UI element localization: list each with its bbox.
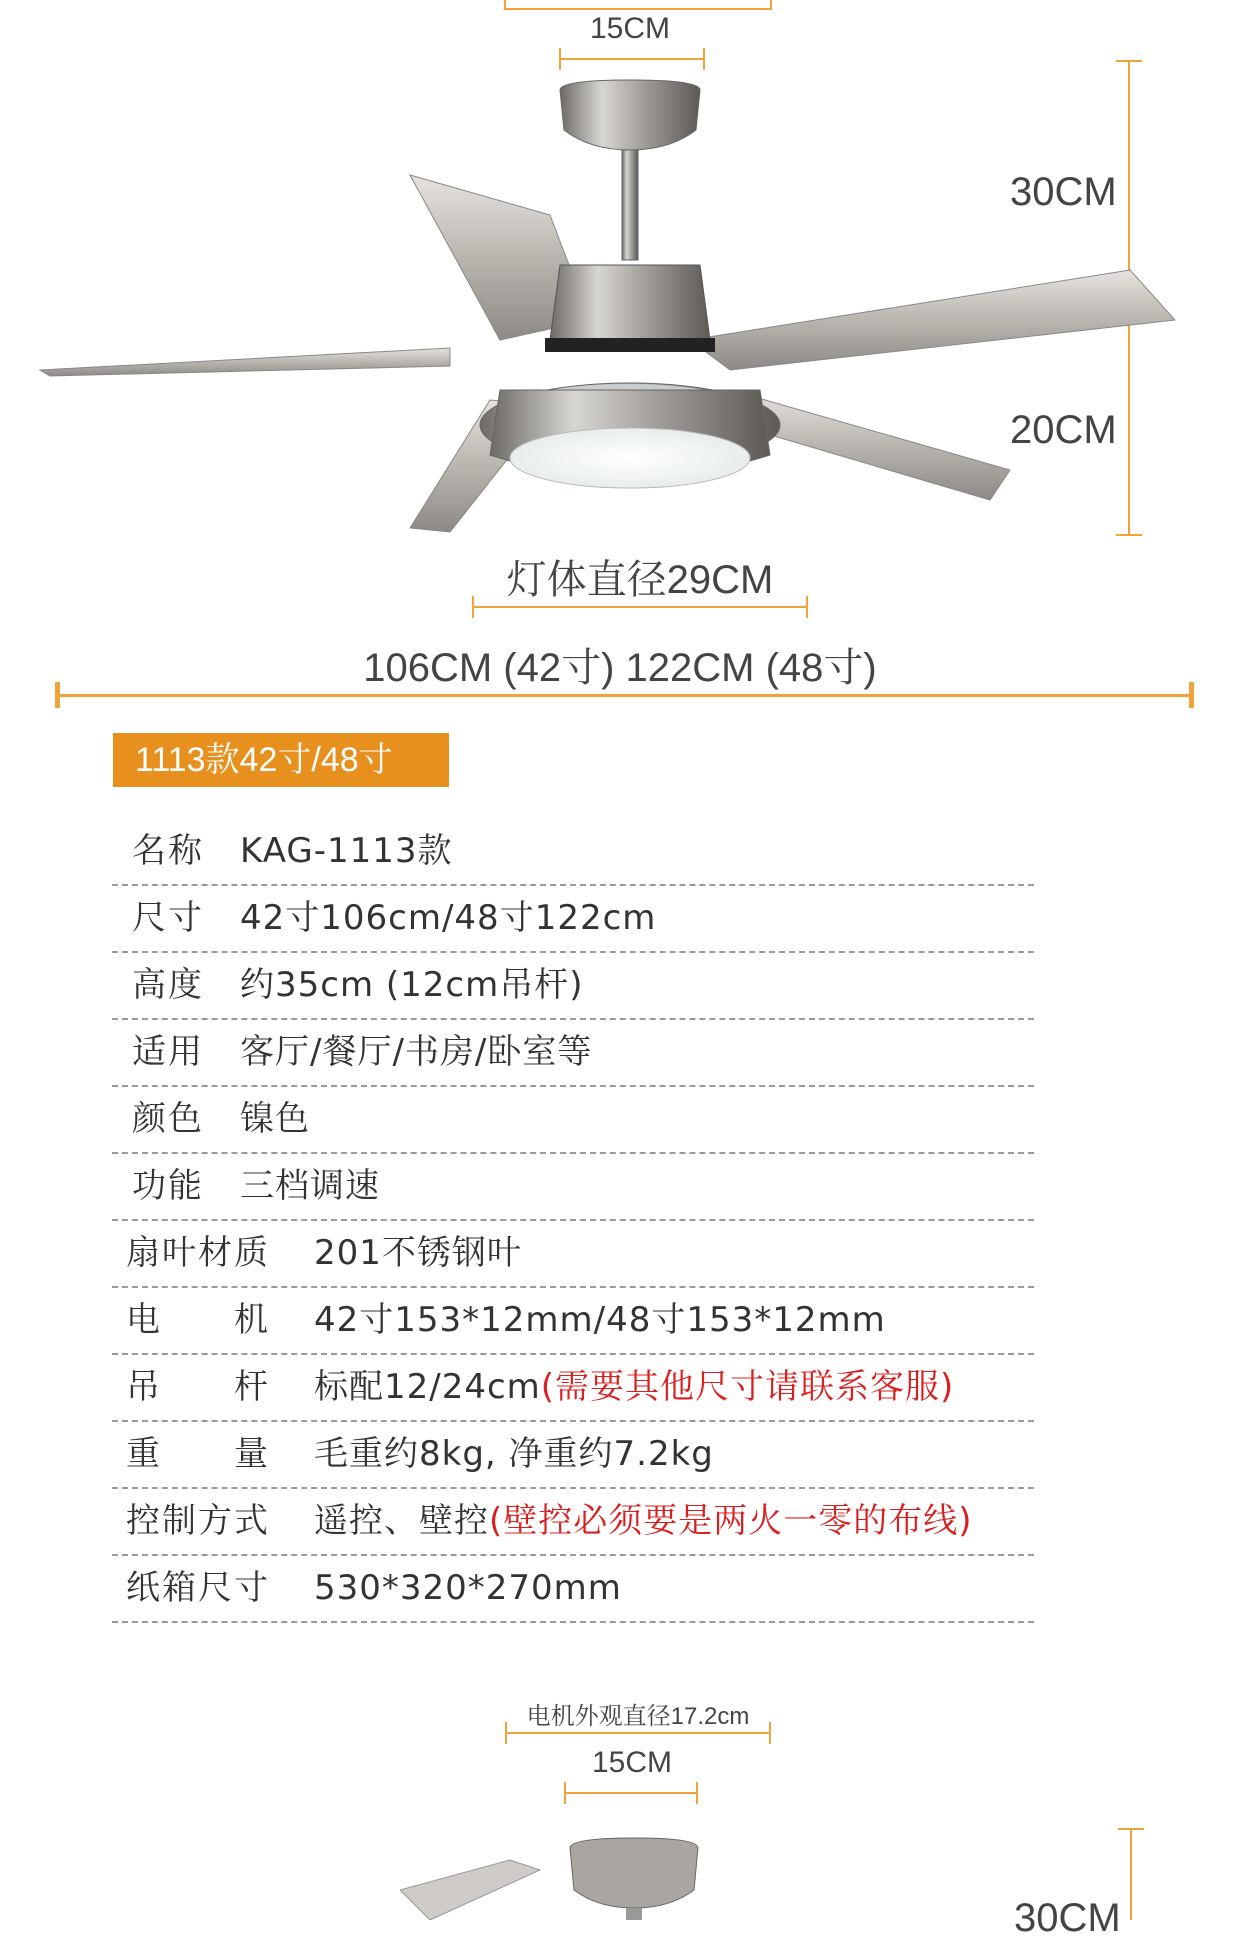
lamp-diameter-tick-right — [806, 596, 808, 618]
fan-span-tick-right — [1189, 682, 1194, 708]
canopy-width-line-2 — [564, 1792, 698, 1794]
ceiling-fan-illustration — [30, 70, 1190, 540]
model-badge: 1113款42寸/48寸 — [113, 733, 449, 787]
fan-span-line — [56, 694, 1192, 697]
spec-row — [112, 1557, 1034, 1624]
height-upper-label-2: 30CM — [1014, 1896, 1121, 1940]
top-edge-line — [504, 8, 772, 10]
row-divider — [112, 1085, 1034, 1087]
canopy-2 — [570, 1838, 698, 1908]
spec-row — [112, 954, 1034, 1021]
motor-diameter-tick-left — [505, 1722, 507, 1744]
spec-label: 电 机 — [126, 1300, 270, 1340]
canopy — [560, 80, 700, 150]
height-upper-label: 30CM — [1010, 170, 1117, 214]
motor-diameter-tick-right — [769, 1722, 771, 1744]
spec-value: 毛重约8kg, 净重约7.2kg — [314, 1434, 714, 1474]
spec-value-group — [314, 1557, 622, 1619]
spec-row — [112, 1289, 1034, 1356]
canopy-width-tick-right-2 — [696, 1782, 698, 1804]
spec-row — [112, 1088, 1034, 1155]
motor-band — [545, 338, 715, 352]
row-divider — [112, 1018, 1034, 1020]
lamp-diameter-tick-left — [472, 596, 474, 618]
spec-row — [112, 1222, 1034, 1289]
height-lower-label: 20CM — [1010, 408, 1117, 452]
spec-label: 扇叶材质 — [126, 1233, 270, 1273]
canopy-width-label: 15CM — [589, 12, 671, 45]
spec-row — [112, 820, 1034, 887]
motor-housing — [550, 265, 710, 340]
spec-value-group — [240, 1155, 380, 1217]
row-divider — [112, 1420, 1034, 1422]
spec-row — [112, 1356, 1034, 1423]
spec-value: 201不锈钢叶 — [314, 1233, 522, 1273]
ceiling-fan-illustration-2 — [400, 1830, 820, 1920]
spec-value: 遥控、壁控 — [314, 1501, 489, 1541]
row-divider — [112, 1219, 1034, 1221]
spec-value: 客厅/餐厅/书房/卧室等 — [240, 1032, 593, 1072]
spec-label: 重 量 — [126, 1434, 270, 1474]
top-edge-tick-right — [770, 0, 772, 10]
row-divider — [112, 1621, 1034, 1623]
spec-value: 标配12/24cm — [314, 1367, 541, 1407]
spec-value-group — [314, 1490, 973, 1552]
row-divider — [112, 1554, 1034, 1556]
light-diffuser — [510, 428, 750, 488]
spec-label: 控制方式 — [126, 1501, 270, 1541]
height-tick-top — [1116, 60, 1142, 62]
motor-diameter-label: 电机外观直径17.2cm — [526, 1703, 750, 1730]
spec-value-group — [314, 1356, 954, 1418]
spec-label: 适用 — [132, 1032, 204, 1072]
spec-note: (壁控必须要是两火一零的布线) — [489, 1501, 973, 1541]
height-dimension-line-2 — [1130, 1828, 1132, 1920]
spec-row — [112, 1021, 1034, 1088]
spec-note: (需要其他尺寸请联系客服) — [540, 1367, 955, 1407]
spec-row — [112, 1490, 1034, 1557]
spec-value: 42寸153*12mm/48寸153*12mm — [314, 1300, 886, 1340]
spec-row — [112, 1155, 1034, 1222]
blade-right — [690, 270, 1175, 370]
spec-value: 42寸106cm/48寸122cm — [240, 898, 657, 938]
blade-left — [40, 348, 450, 376]
spec-label: 功能 — [132, 1166, 204, 1206]
spec-row — [112, 1423, 1034, 1490]
spec-value-group — [314, 1289, 886, 1351]
height-tick-top-2 — [1118, 1828, 1144, 1830]
spec-label: 颜色 — [132, 1099, 204, 1139]
spec-value: 三档调速 — [240, 1166, 380, 1206]
spec-label: 纸箱尺寸 — [126, 1568, 270, 1608]
spec-value: 约35cm (12cm吊杆) — [240, 965, 584, 1005]
spec-value-group — [240, 887, 656, 949]
spec-value-group — [240, 820, 453, 882]
spec-label: 尺寸 — [132, 898, 204, 938]
fan-span-tick-left — [55, 682, 60, 708]
spec-label: 吊 杆 — [126, 1367, 270, 1407]
lamp-diameter-line — [472, 606, 808, 608]
canopy-width-label-2: 15CM — [591, 1746, 673, 1779]
spec-value-group — [314, 1423, 714, 1485]
spec-label: 高度 — [132, 965, 204, 1005]
downrod-2 — [626, 1908, 642, 1920]
motor-diameter-line — [505, 1732, 771, 1734]
blade-partial — [400, 1860, 540, 1920]
downrod — [622, 150, 638, 260]
spec-value-group — [240, 954, 584, 1016]
row-divider — [112, 1353, 1034, 1355]
spec-value: 530*320*270mm — [314, 1568, 622, 1608]
row-divider — [112, 951, 1034, 953]
canopy-width-tick-left-2 — [564, 1782, 566, 1804]
canopy-width-line — [559, 58, 705, 60]
top-edge-tick-left — [504, 0, 506, 10]
spec-value: KAG-1113款 — [240, 831, 453, 871]
spec-value: 镍色 — [240, 1099, 310, 1139]
spec-label: 名称 — [132, 831, 204, 871]
row-divider — [112, 1286, 1034, 1288]
spec-value-group — [240, 1021, 592, 1083]
row-divider — [112, 884, 1034, 886]
fan-span-label: 106CM (42寸) 122CM (48寸) — [363, 646, 877, 690]
spec-value-group — [240, 1088, 310, 1150]
canopy-width-tick-right — [703, 48, 705, 70]
row-divider — [112, 1487, 1034, 1489]
lamp-diameter-label: 灯体直径29CM — [506, 558, 774, 602]
spec-row — [112, 887, 1034, 954]
canopy-width-tick-left — [559, 48, 561, 70]
row-divider — [112, 1152, 1034, 1154]
spec-value-group — [314, 1222, 522, 1284]
